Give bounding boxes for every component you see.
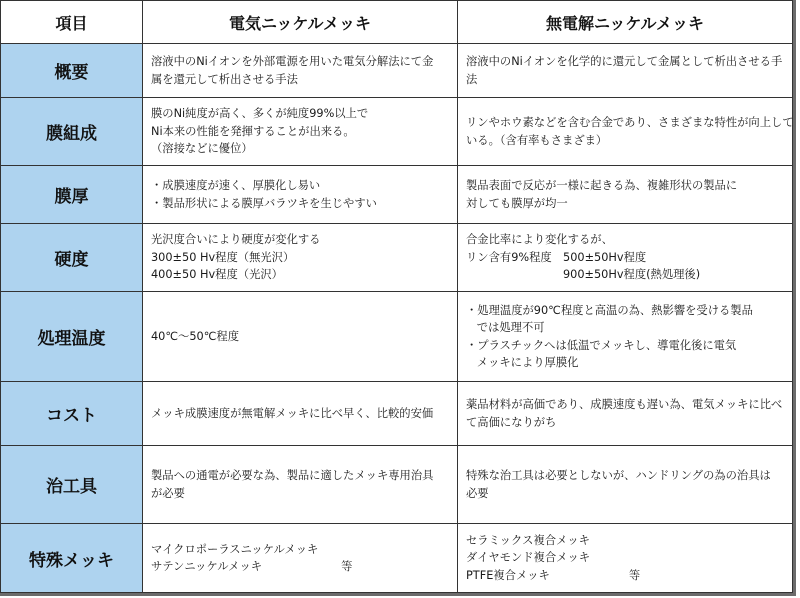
- electro-nickel-cell: [143, 98, 458, 166]
- electro-nickel-cell: [143, 44, 458, 98]
- cell-line: 必要: [466, 486, 489, 500]
- cell-line: 膜のNi純度が高く、多くが純度99%以上で: [151, 107, 369, 121]
- cell-line: メッキ成膜速度が無電解メッキに比べ早く、比較的安価: [151, 406, 434, 420]
- row-label: 硬度: [1, 224, 143, 292]
- electroless-nickel-cell: [458, 446, 793, 524]
- cell-line: 属を還元して析出させる手法: [151, 72, 298, 86]
- cell-line: メッキにより厚膜化: [466, 356, 579, 369]
- cell-line: 製品への通電が必要な為、製品に適したメッキ専用治具: [151, 469, 434, 482]
- table-row: [1, 446, 793, 524]
- table-row: [1, 166, 793, 224]
- electroless-nickel-cell: [458, 224, 793, 292]
- row-label: 処理温度: [1, 292, 143, 382]
- table-row: [1, 382, 793, 446]
- row-label: 膜組成: [1, 98, 143, 166]
- cell-line: PTFE複合メッキ 等: [466, 568, 641, 582]
- row-label: 治工具: [1, 446, 143, 524]
- row-label: 特殊メッキ: [1, 524, 143, 593]
- cell-line: サテンニッケルメッキ 等: [151, 560, 353, 573]
- electro-nickel-cell: [143, 524, 458, 593]
- cell-line: 溶液中のNiイオンを化学的に還元して金属として析出させる手: [466, 55, 783, 68]
- cell-line: リン含有9%程度 500±50Hv程度: [466, 250, 647, 264]
- electro-nickel-cell: [143, 224, 458, 292]
- cell-line: リンやホウ素などを含む合金であり、さまざまな特性が向上して: [466, 116, 794, 129]
- row-label: 概要: [1, 44, 143, 98]
- cell-line: 光沢度合いにより硬度が変化する: [151, 233, 321, 247]
- electroless-nickel-cell: [458, 44, 793, 98]
- cell-line: マイクロポーラスニッケルメッキ: [151, 542, 319, 556]
- electroless-nickel-cell: [458, 382, 793, 446]
- cell-line: ・製品形状による膜厚バラツキを生じやすい: [151, 196, 377, 210]
- header-item: 項目: [1, 1, 143, 44]
- cell-line: が必要: [151, 486, 185, 500]
- cell-line: 40℃～50℃程度: [151, 329, 240, 343]
- cell-line: セラミックス複合メッキ: [466, 533, 590, 547]
- cell-line: ・処理温度が90℃程度と高温の為、熱影響を受ける製品: [466, 303, 753, 317]
- cell-line: ダイヤモンド複合メッキ: [466, 551, 591, 565]
- electroless-nickel-cell: [458, 166, 793, 224]
- electro-nickel-cell: [143, 382, 458, 446]
- cell-line: （溶接などに優位）: [151, 142, 253, 156]
- cell-line: Ni本来の性能を発揮することが出来る。: [151, 124, 355, 138]
- table-row: [1, 98, 793, 166]
- cell-line: 対しても膜厚が均一: [466, 196, 568, 210]
- cell-line: 300±50 Hv程度（無光沢）: [151, 250, 295, 264]
- cell-line: 400±50 Hv程度（光沢）: [151, 268, 283, 282]
- header-electroless-nickel: 無電解ニッケルメッキ: [458, 1, 793, 44]
- cell-line: 特殊な治工具は必要としないが、ハンドリングの為の治具は: [466, 469, 771, 482]
- electroless-nickel-cell: [458, 292, 793, 382]
- table-row: [1, 292, 793, 382]
- cell-line: 900±50Hv程度(熱処理後): [466, 268, 701, 282]
- cell-line: て高価になりがち: [466, 415, 557, 429]
- cell-line: ・プラスチックへは低温でメッキし、導電化後に電気: [466, 338, 737, 352]
- electroless-nickel-cell: [458, 524, 793, 593]
- cell-line: 製品表面で反応が一様に起きる為、複雑形状の製品に: [466, 179, 738, 192]
- table-row: [1, 524, 793, 593]
- cell-line: ・成膜速度が速く、厚膜化し易い: [151, 179, 321, 192]
- header-electro-nickel: 電気ニッケルメッキ: [143, 1, 458, 44]
- row-label: コスト: [1, 382, 143, 446]
- electro-nickel-cell: [143, 166, 458, 224]
- table-row: [1, 44, 793, 98]
- electroless-nickel-cell: [458, 98, 793, 166]
- electro-nickel-cell: [143, 292, 458, 382]
- cell-line: いる。（含有率もさまざま）: [466, 133, 608, 147]
- electro-nickel-cell: [143, 446, 458, 524]
- cell-line: では処理不可: [466, 321, 545, 334]
- header-row: [1, 1, 793, 44]
- table-row: [1, 224, 793, 292]
- row-label: 膜厚: [1, 166, 143, 224]
- cell-line: 法: [466, 72, 478, 86]
- cell-line: 薬品材料が高価であり、成膜速度も遅い為、電気メッキに比べ: [466, 398, 783, 411]
- cell-line: 溶液中のNiイオンを外部電源を用いた電気分解法にて金: [151, 55, 434, 68]
- cell-line: 合金比率により変化するが、: [466, 233, 613, 247]
